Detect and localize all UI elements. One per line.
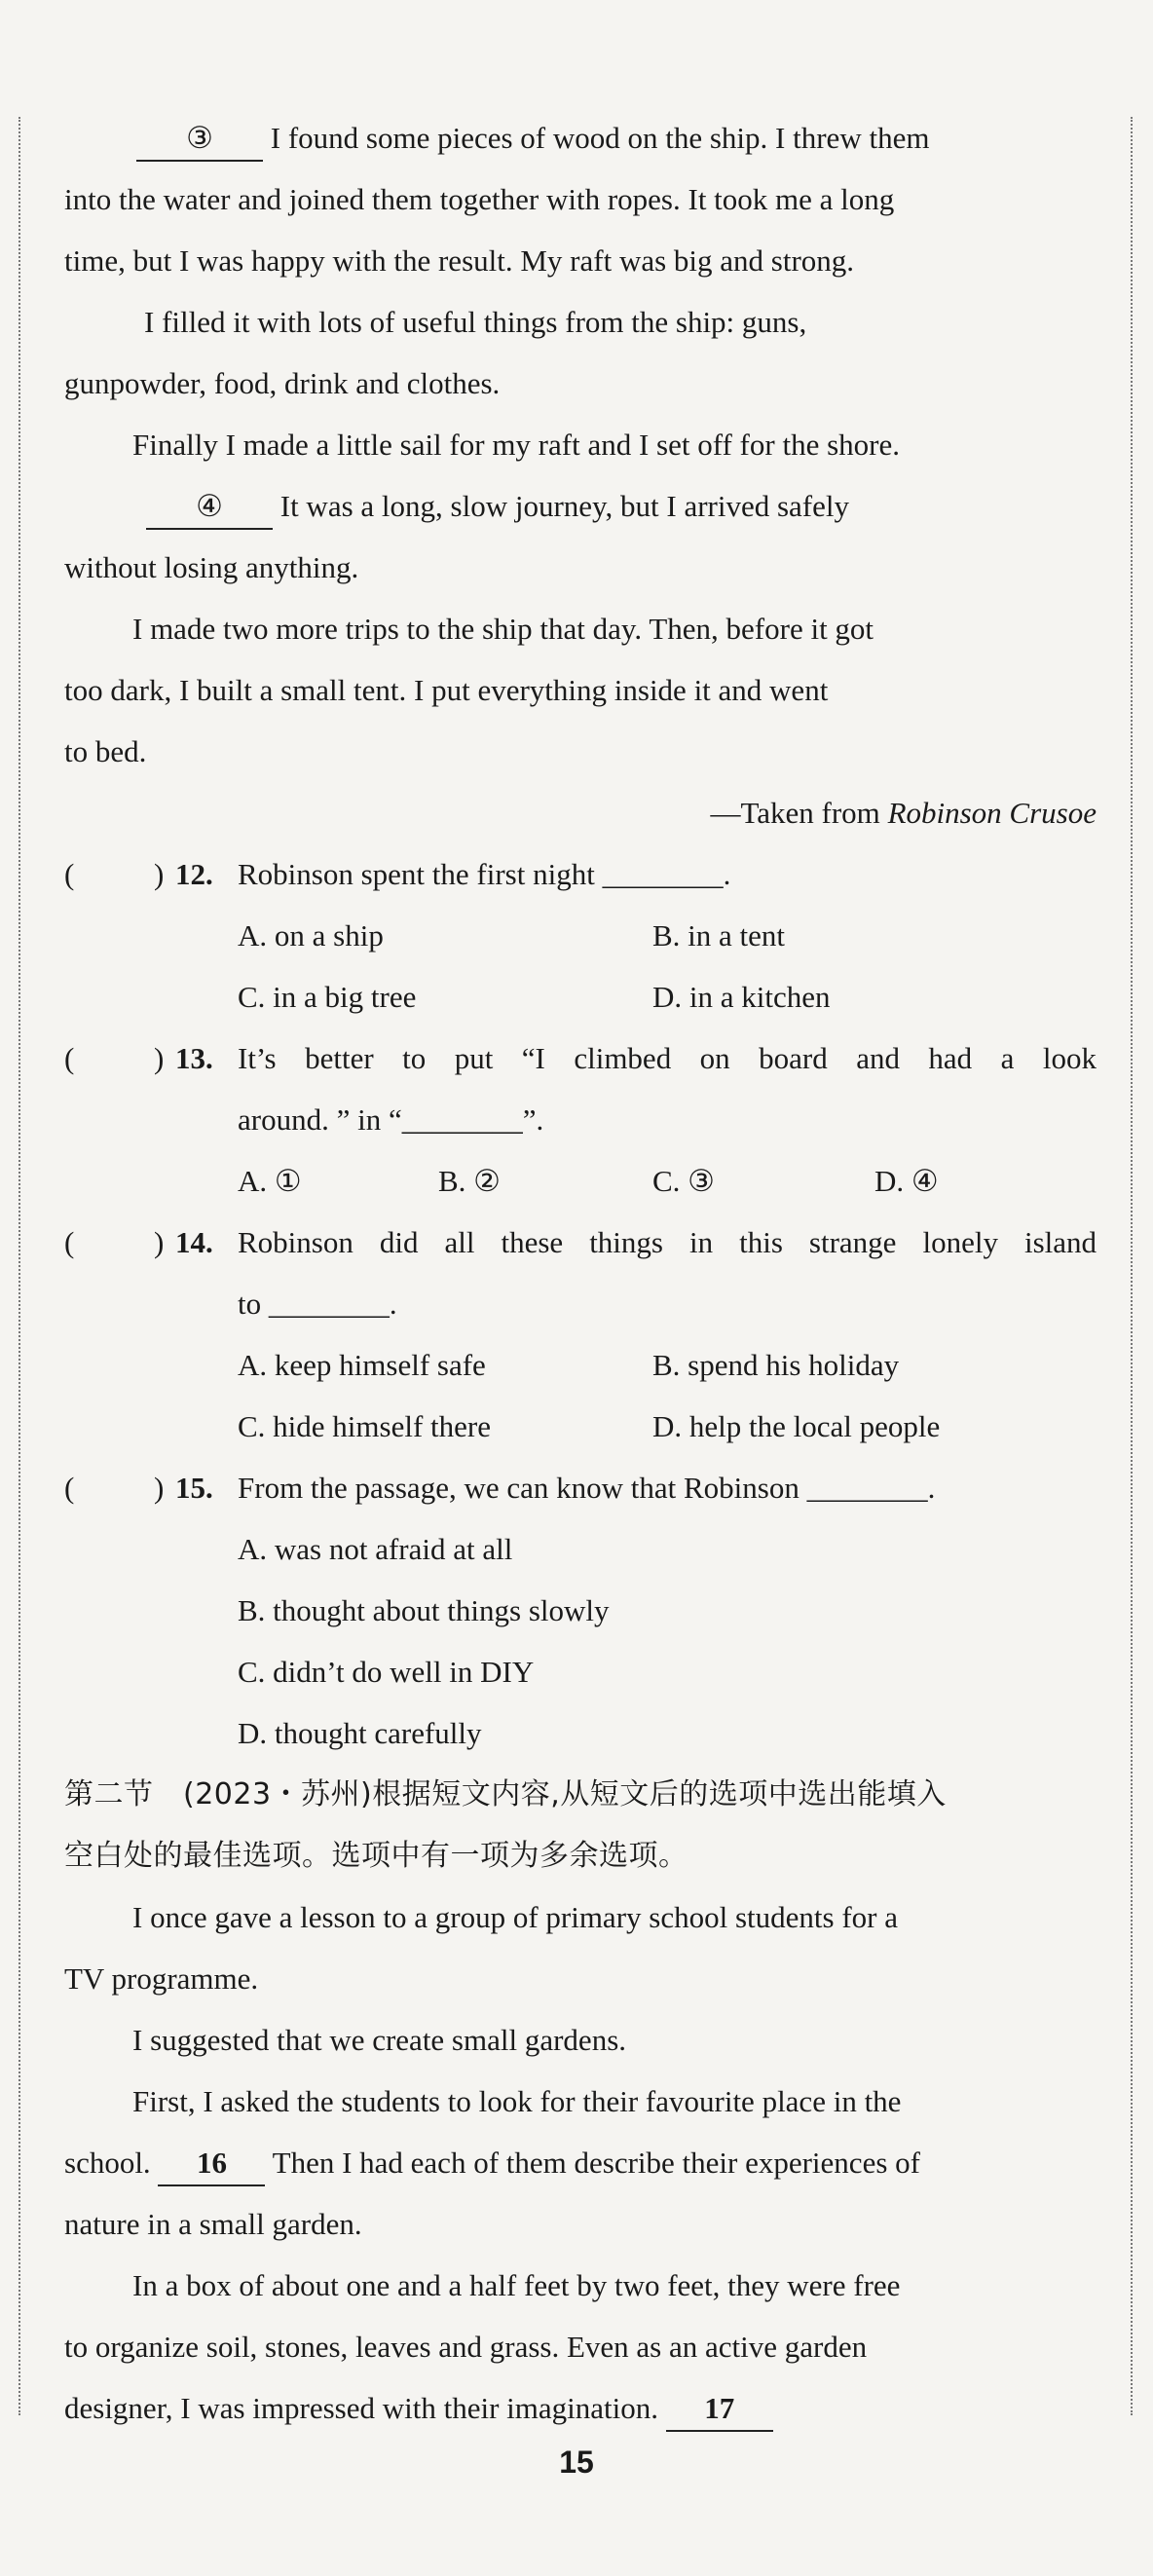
- question-12: [64, 843, 1097, 905]
- option-b[interactable]: B. thought about things slowly: [238, 1593, 610, 1627]
- options-row: [64, 1396, 1097, 1457]
- options-row: [64, 905, 1097, 966]
- options-row: [64, 1334, 1097, 1396]
- passage-paragraph: [64, 475, 1097, 537]
- text-line: TV programme.: [64, 1961, 259, 1996]
- text-line: gunpowder, food, drink and clothes.: [64, 366, 501, 400]
- text-line: It was a long, slow journey, but I arrived safely: [279, 489, 849, 523]
- page-content: [64, 107, 1097, 2439]
- text-line: Then I had each of them describe their experiences of: [272, 2146, 920, 2180]
- answer-paren-close: ): [154, 1225, 165, 1259]
- option-c[interactable]: C. didn’t do well in DIY: [238, 1655, 535, 1689]
- text-line: I suggested that we create small gardens.: [132, 2023, 627, 2057]
- question-stem: Robinson spent the first night ________.: [238, 857, 731, 891]
- passage-paragraph: [64, 107, 1097, 168]
- answer-blank-17[interactable]: 17: [666, 2387, 773, 2432]
- option-a[interactable]: A. was not afraid at all: [238, 1532, 513, 1566]
- question-stem: From the passage, we can know that Robinson ________.: [238, 1471, 936, 1505]
- answer-blank-16[interactable]: 16: [158, 2142, 265, 2186]
- source-prefix: —Taken from: [710, 796, 888, 830]
- passage-paragraph: [64, 2132, 1097, 2193]
- section-heading: 第二节 (2023・苏州)根据短文内容,从短文后的选项中选出能填入: [64, 1777, 947, 1811]
- text-line: to bed.: [64, 734, 147, 768]
- section-heading-continued: 空白处的最佳选项。选项中有一项为多余选项。: [64, 1839, 688, 1873]
- answer-blank[interactable]: ④: [146, 485, 273, 530]
- question-number: 12.: [175, 857, 213, 891]
- text-line: Finally I made a little sail for my raft and I set off for the shore.: [132, 428, 900, 462]
- option-b[interactable]: B. in a tent: [652, 918, 786, 952]
- question-number: 15.: [175, 1471, 213, 1505]
- option-d[interactable]: D. thought carefully: [238, 1716, 482, 1750]
- question-13: [64, 1027, 1097, 1089]
- option-b[interactable]: B. ②: [438, 1164, 501, 1198]
- text-line: without losing anything.: [64, 550, 359, 584]
- option-a[interactable]: A. keep himself safe: [238, 1348, 486, 1382]
- text-line: First, I asked the students to look for their favourite place in the: [132, 2084, 902, 2118]
- right-binding-rule: [1131, 117, 1133, 2415]
- answer-paren-open[interactable]: (: [64, 1225, 75, 1259]
- option-a[interactable]: A. on a ship: [238, 918, 384, 952]
- option-d[interactable]: D. ④: [874, 1164, 939, 1198]
- option-d[interactable]: D. help the local people: [652, 1409, 941, 1443]
- option-c[interactable]: C. hide himself there: [238, 1409, 491, 1443]
- option-d[interactable]: D. in a kitchen: [652, 980, 831, 1014]
- text-line: I made two more trips to the ship that day. Then, before it got: [132, 612, 874, 646]
- text-line: too dark, I built a small tent. I put everything inside it and went: [64, 673, 829, 707]
- text-line: school.: [64, 2146, 151, 2180]
- option-c[interactable]: C. ③: [652, 1164, 715, 1198]
- text-line: I found some pieces of wood on the ship. I threw them: [270, 121, 930, 155]
- text-line: time, but I was happy with the result. My raft was big and strong.: [64, 243, 855, 278]
- answer-paren-close: ): [154, 1471, 165, 1505]
- passage-paragraph: [64, 2377, 1097, 2439]
- source-title: Robinson Crusoe: [887, 796, 1097, 830]
- question-stem-continued: around. ” in “________”.: [238, 1102, 544, 1137]
- option-b[interactable]: B. spend his holiday: [652, 1348, 900, 1382]
- answer-paren-close: ): [154, 1041, 165, 1075]
- answer-paren-close: ): [154, 857, 165, 891]
- source-citation: [64, 782, 1097, 843]
- option-c[interactable]: C. in a big tree: [238, 980, 417, 1014]
- question-stem: Robinson did all these things in this strange lonely island: [238, 1225, 1097, 1259]
- text-line: designer, I was impressed with their imagination.: [64, 2391, 659, 2425]
- text-line: into the water and joined them together with ropes. It took me a long: [64, 182, 895, 216]
- text-line: I filled it with lots of useful things from the ship: guns,: [144, 305, 807, 339]
- left-binding-rule: [19, 117, 20, 2415]
- page-number: 15: [559, 2445, 594, 2480]
- question-stem: It’s better to put “I climbed on board and had a look: [238, 1041, 1097, 1075]
- answer-paren-open[interactable]: (: [64, 857, 75, 891]
- options-row: [64, 1150, 1097, 1212]
- answer-blank[interactable]: ③: [136, 117, 263, 162]
- question-15: [64, 1457, 1097, 1518]
- text-line: In a box of about one and a half feet by two feet, they were free: [132, 2268, 901, 2302]
- text-line: nature in a small garden.: [64, 2207, 362, 2241]
- question-number: 13.: [175, 1041, 213, 1075]
- answer-paren-open[interactable]: (: [64, 1471, 75, 1505]
- question-number: 14.: [175, 1225, 213, 1259]
- option-a[interactable]: A. ①: [238, 1164, 302, 1198]
- answer-paren-open[interactable]: (: [64, 1041, 75, 1075]
- options-row: [64, 966, 1097, 1027]
- question-stem-continued: to ________.: [238, 1287, 397, 1321]
- text-line: to organize soil, stones, leaves and grass. Even as an active garden: [64, 2330, 868, 2364]
- text-line: I once gave a lesson to a group of primary school students for a: [132, 1900, 898, 1934]
- question-14: [64, 1212, 1097, 1273]
